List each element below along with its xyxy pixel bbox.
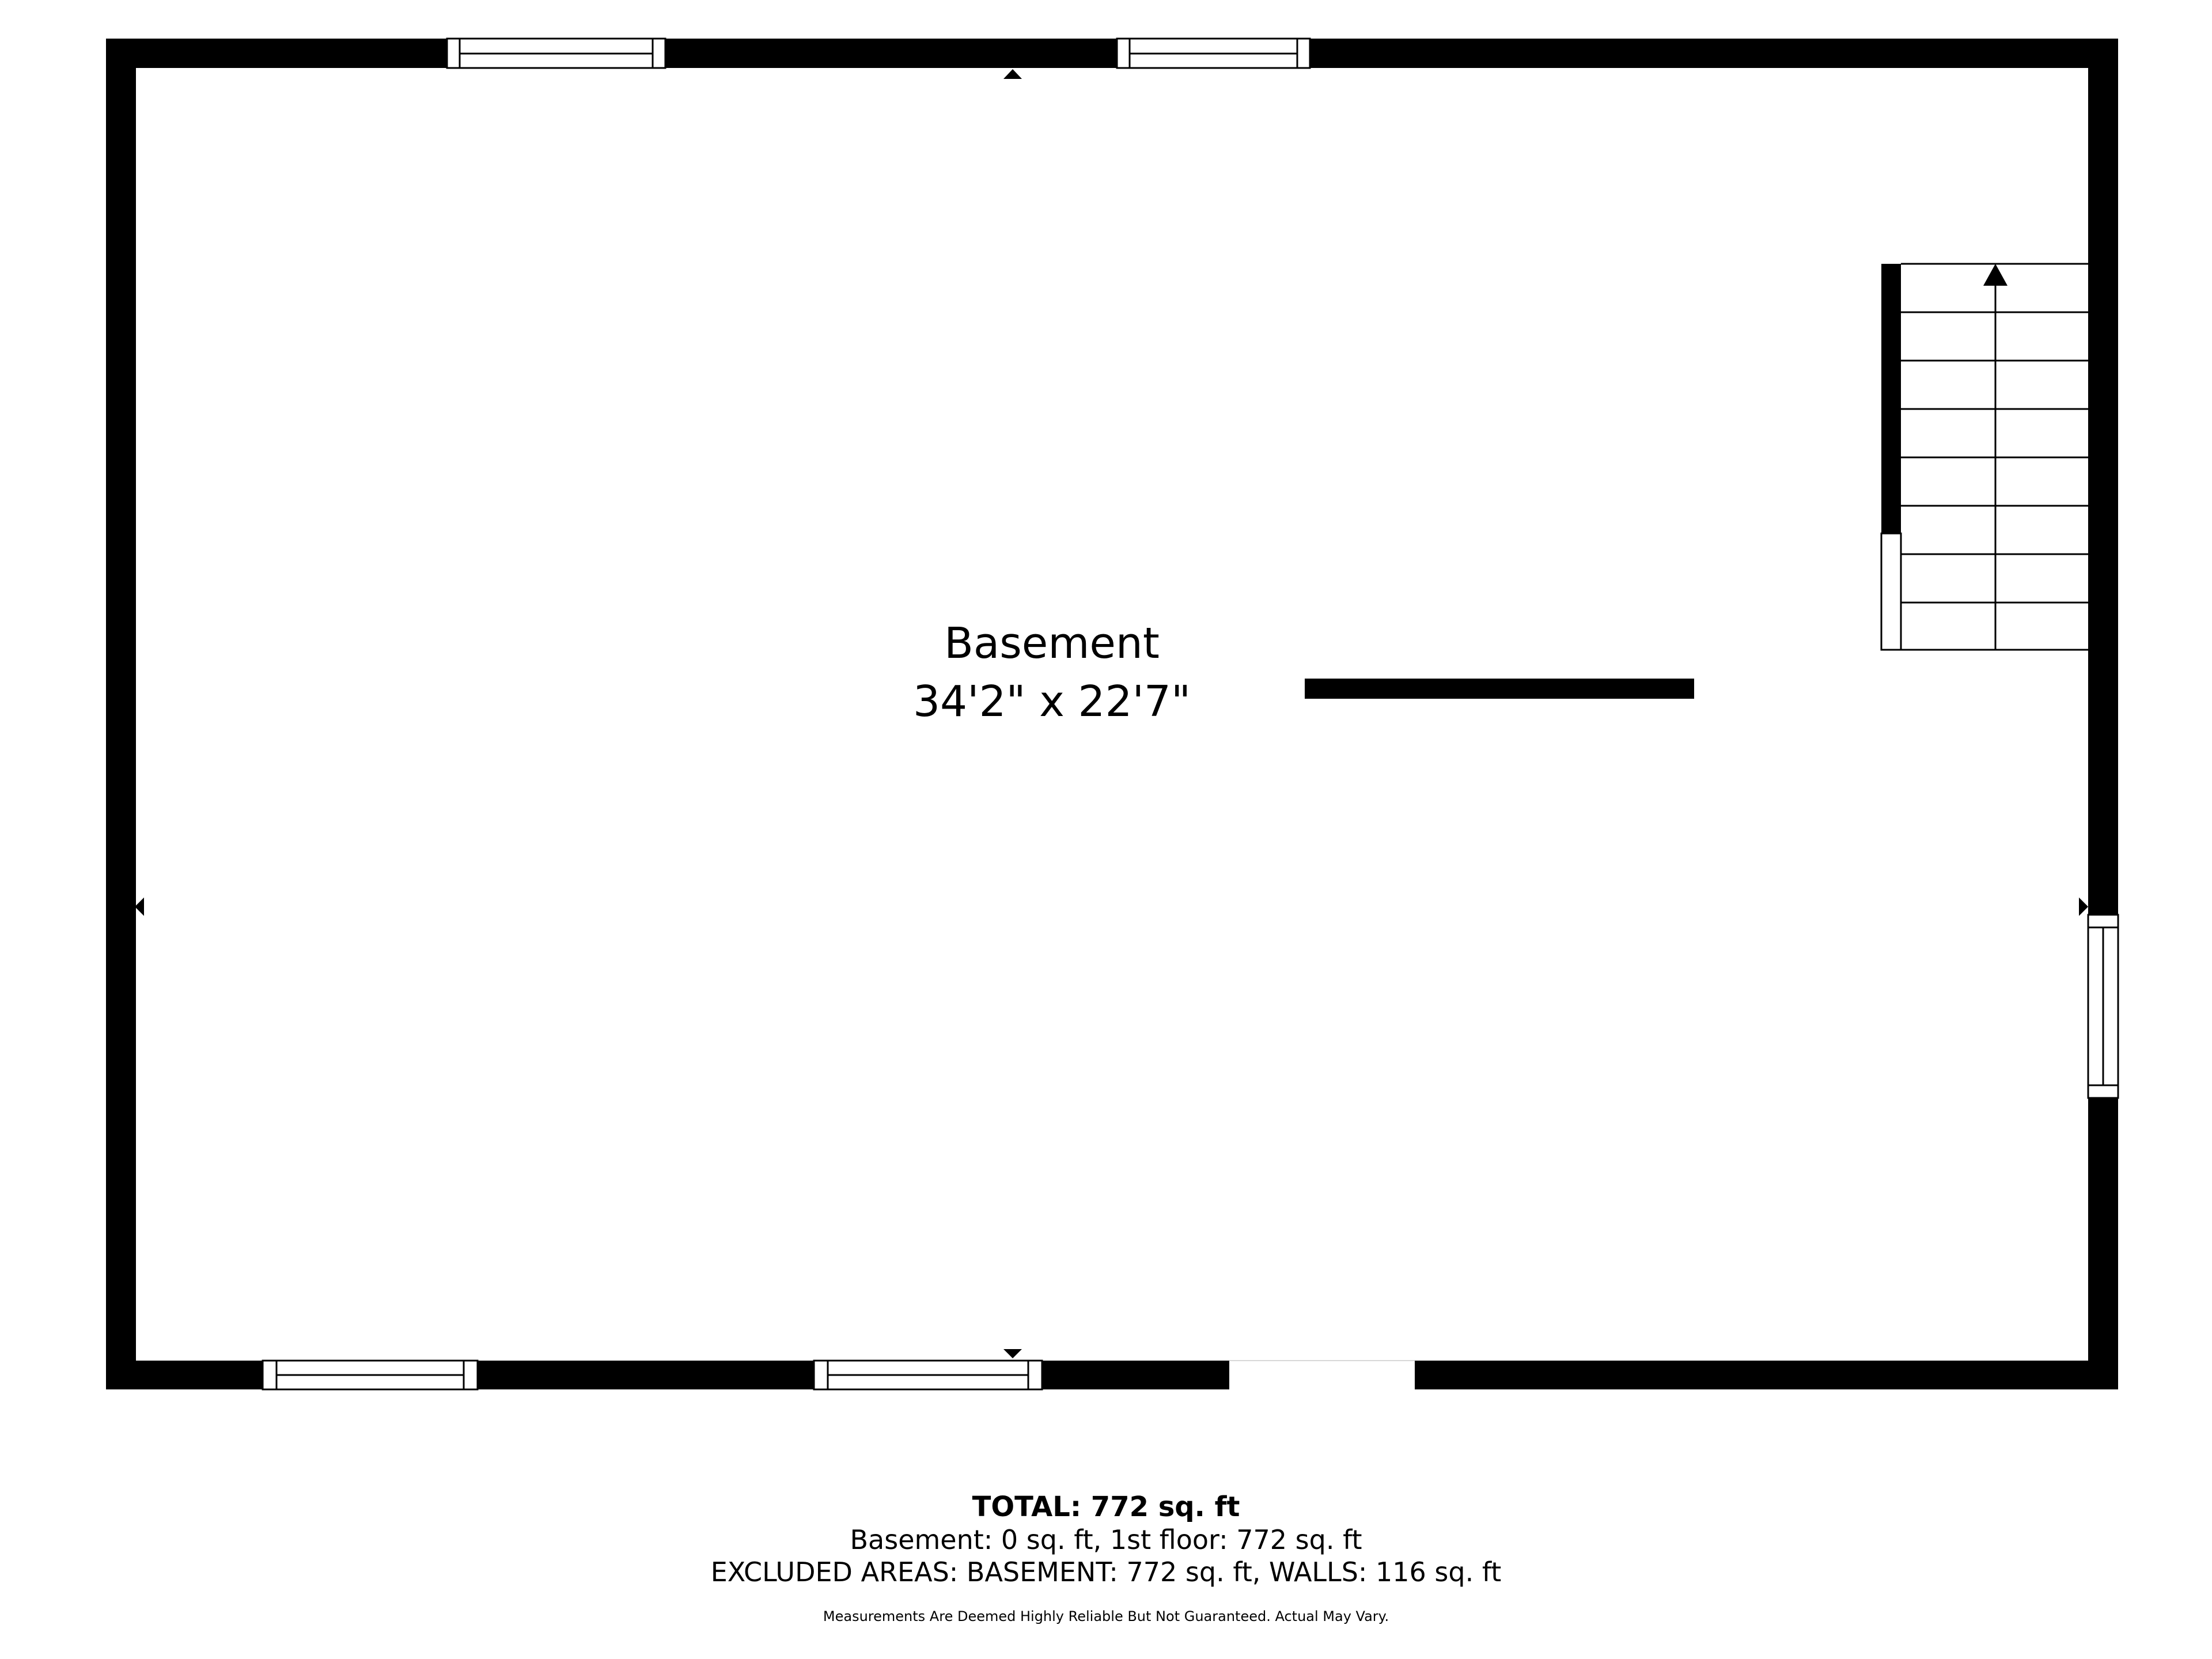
room-name: Basement [944,619,1160,668]
excluded-areas: EXCLUDED AREAS: BASEMENT: 772 sq. ft, WALLS: 116 sq. ft [710,1556,1502,1588]
marker-bottom-icon [1003,1349,1022,1358]
room-dimensions: 34'2" x 22'7" [912,677,1191,726]
window-right [2088,915,2118,1098]
marker-right-icon [2079,897,2088,916]
total-area: TOTAL: 772 sq. ft [972,1491,1240,1523]
marker-left-icon [135,897,144,916]
marker-top-icon [1003,69,1022,79]
window-bottom-left [263,1361,478,1389]
window-top-right [1117,39,1310,68]
area-breakdown: Basement: 0 sq. ft, 1st floor: 772 sq. ft [850,1524,1362,1555]
door-opening-bottom [1229,1358,1415,1392]
window-bottom-middle [814,1361,1042,1389]
staircase [1881,264,2088,650]
stair-arrow-up-icon [1983,264,2008,286]
interior-wall [1305,679,1694,699]
disclaimer: Measurements Are Deemed Highly Reliable But Not Guaranteed. Actual May Vary. [823,1608,1389,1624]
window-top-left [447,39,665,68]
